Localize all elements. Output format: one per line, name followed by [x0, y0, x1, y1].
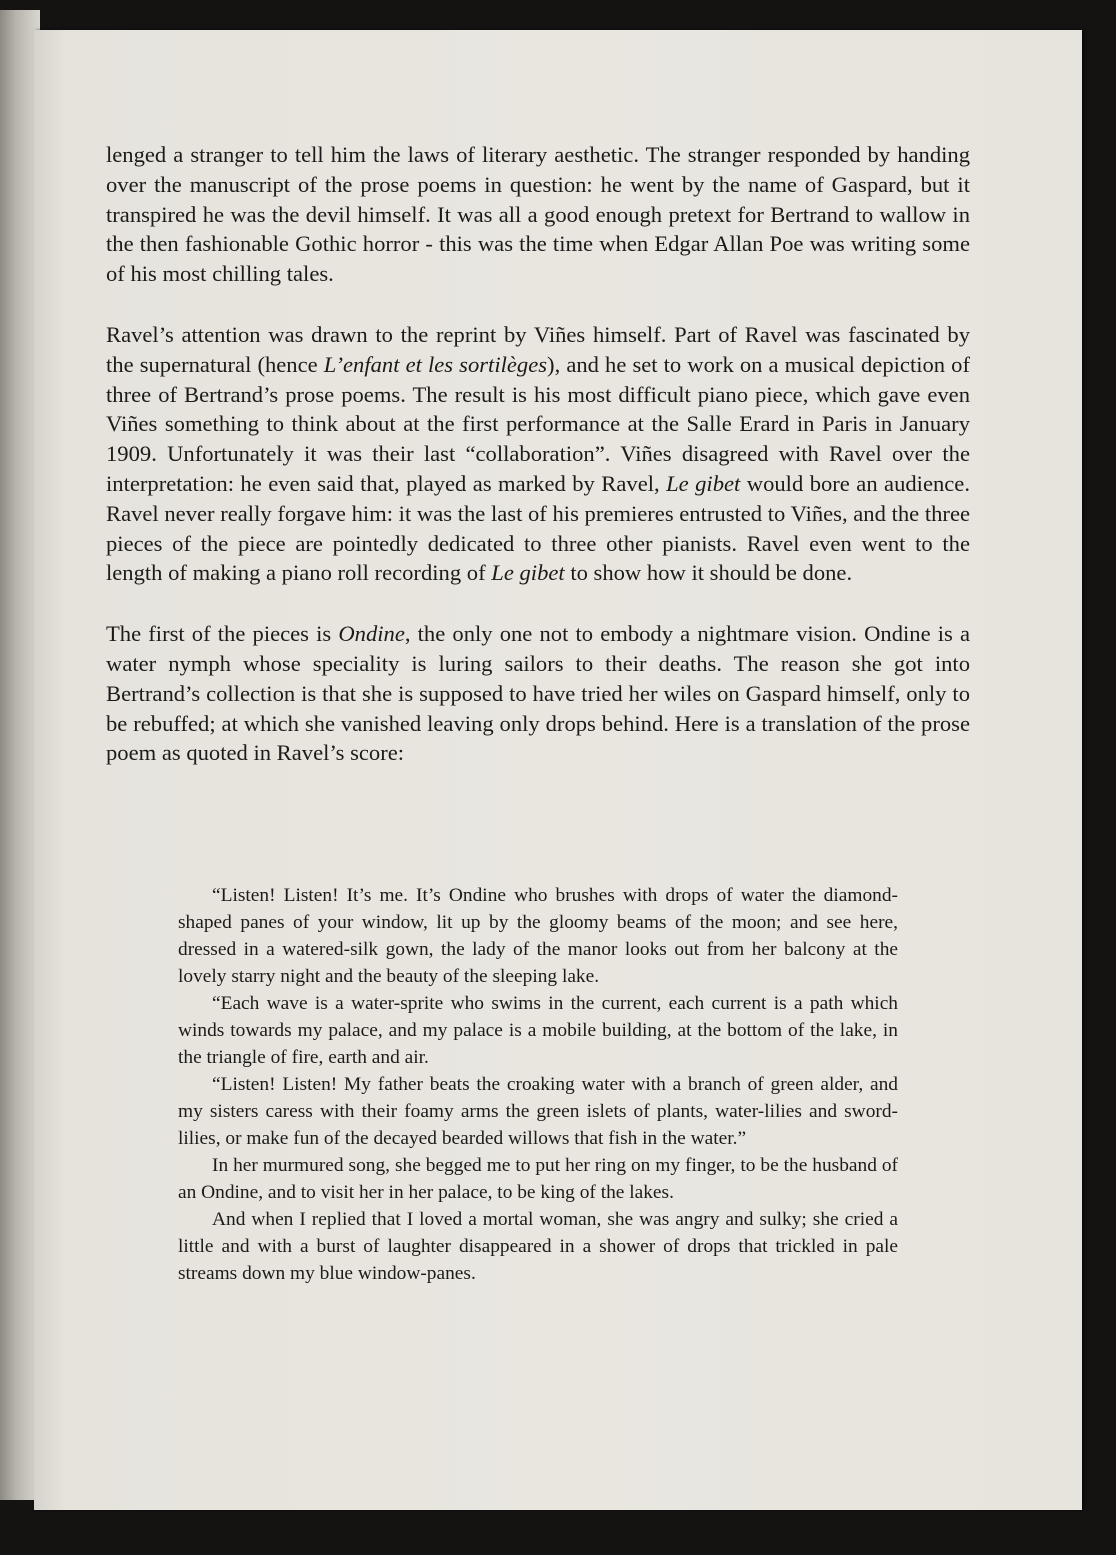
- paragraph-2-text-a: Ravel’s attention was drawn to the reprint by Viñes himself. Part of Ravel was fascinated by the supernatural (hence: [106, 321, 970, 377]
- quote-paragraph-3: “Listen! Listen! My father beats the croaking water with a branch of green alder, and my sisters caress with their foamy arms the green islets of plants, water-lilies and sword-lilies, or make fun of the decayed bearded willows that fish in the water.”: [178, 1074, 898, 1149]
- block-quote: [178, 882, 898, 1287]
- paragraph-3: [106, 619, 970, 768]
- paragraph-2-text-d: to show how it should be done.: [564, 560, 853, 586]
- body-text: [106, 140, 970, 768]
- paragraph-1: lenged a stranger to tell him the laws of literary aesthetic. The stranger responded by handing over the manuscript of the prose poems in question: he went by the name of Gaspard, but it transpired he was the devil himself. It was all a good enough pretext for Bertrand to wallow in the then fashionable Gothic horror - this was the time when Edgar Allan Poe was writing some of his most chilling tales.: [106, 142, 970, 287]
- paragraph-3-text-a: The first of the pieces is: [106, 621, 339, 647]
- title-le-gibet: Le gibet: [666, 470, 741, 496]
- quote-paragraph-5: And when I replied that I loved a mortal woman, she was angry and sulky; she cried a little and with a burst of laughter disappeared in a shower of drops that trickled in pale streams down my blue window-panes.: [178, 1209, 898, 1284]
- title-le-gibet-2: Le gibet: [491, 560, 565, 586]
- quote-paragraph-1: “Listen! Listen! It’s me. It’s Ondine who brushes with drops of water the diamond-shaped panes of your window, lit up by the gloomy beams of the moon; and see here, dressed in a watered-silk gown, the lady of the manor looks out from her balcony at the lovely starry night and the beauty of the sleeping lake.: [178, 885, 898, 987]
- title-lenfant-et-les-sortileges: L’enfant et les sortilèges: [323, 351, 548, 377]
- title-ondine: Ondine: [338, 621, 405, 647]
- paragraph-3-text-b: , the only one not to embody a nightmare vision. Ondine is a water nymph whose speciality is luring sailors to their deaths. The reason she got into Bertrand’s collection is that she is supposed to have tried her wiles on Gaspard himself, only to be rebuffed; at which she vanished leaving only drops behind. Here is a translation of the prose poem as quoted in Ravel’s score:: [106, 621, 970, 766]
- quote-paragraph-4: In her murmured song, she begged me to put her ring on my finger, to be the husband of an Ondine, and to visit her in her palace, to be king of the lakes.: [178, 1155, 898, 1203]
- paragraph-2: [106, 320, 970, 588]
- quote-paragraph-2: “Each wave is a water-sprite who swims in the current, each current is a path which winds towards my palace, and my palace is a mobile building, at the bottom of the lake, in the triangle of fire, earth and air.: [178, 993, 898, 1068]
- paragraph-2-text-b: ), and he set to work on a musical depiction of three of Bertrand’s prose poems. The result is his most difficult piano piece, which gave even Viñes something to think about at the first performance at the Salle Erard in Paris in January 1909. Unfortunately it was their last “collaboration”. Viñes disagreed with Ravel over the interpretation: he even said that, played as marked by Ravel,: [106, 351, 971, 496]
- paragraph-2-text-c: would bore an audience. Ravel never really forgave him: it was the last of his premieres entrusted to Viñes, and the three pieces of the piece are pointedly dedicated to three other pianists. Ravel even went to the length of making a piano roll recording of: [106, 470, 970, 586]
